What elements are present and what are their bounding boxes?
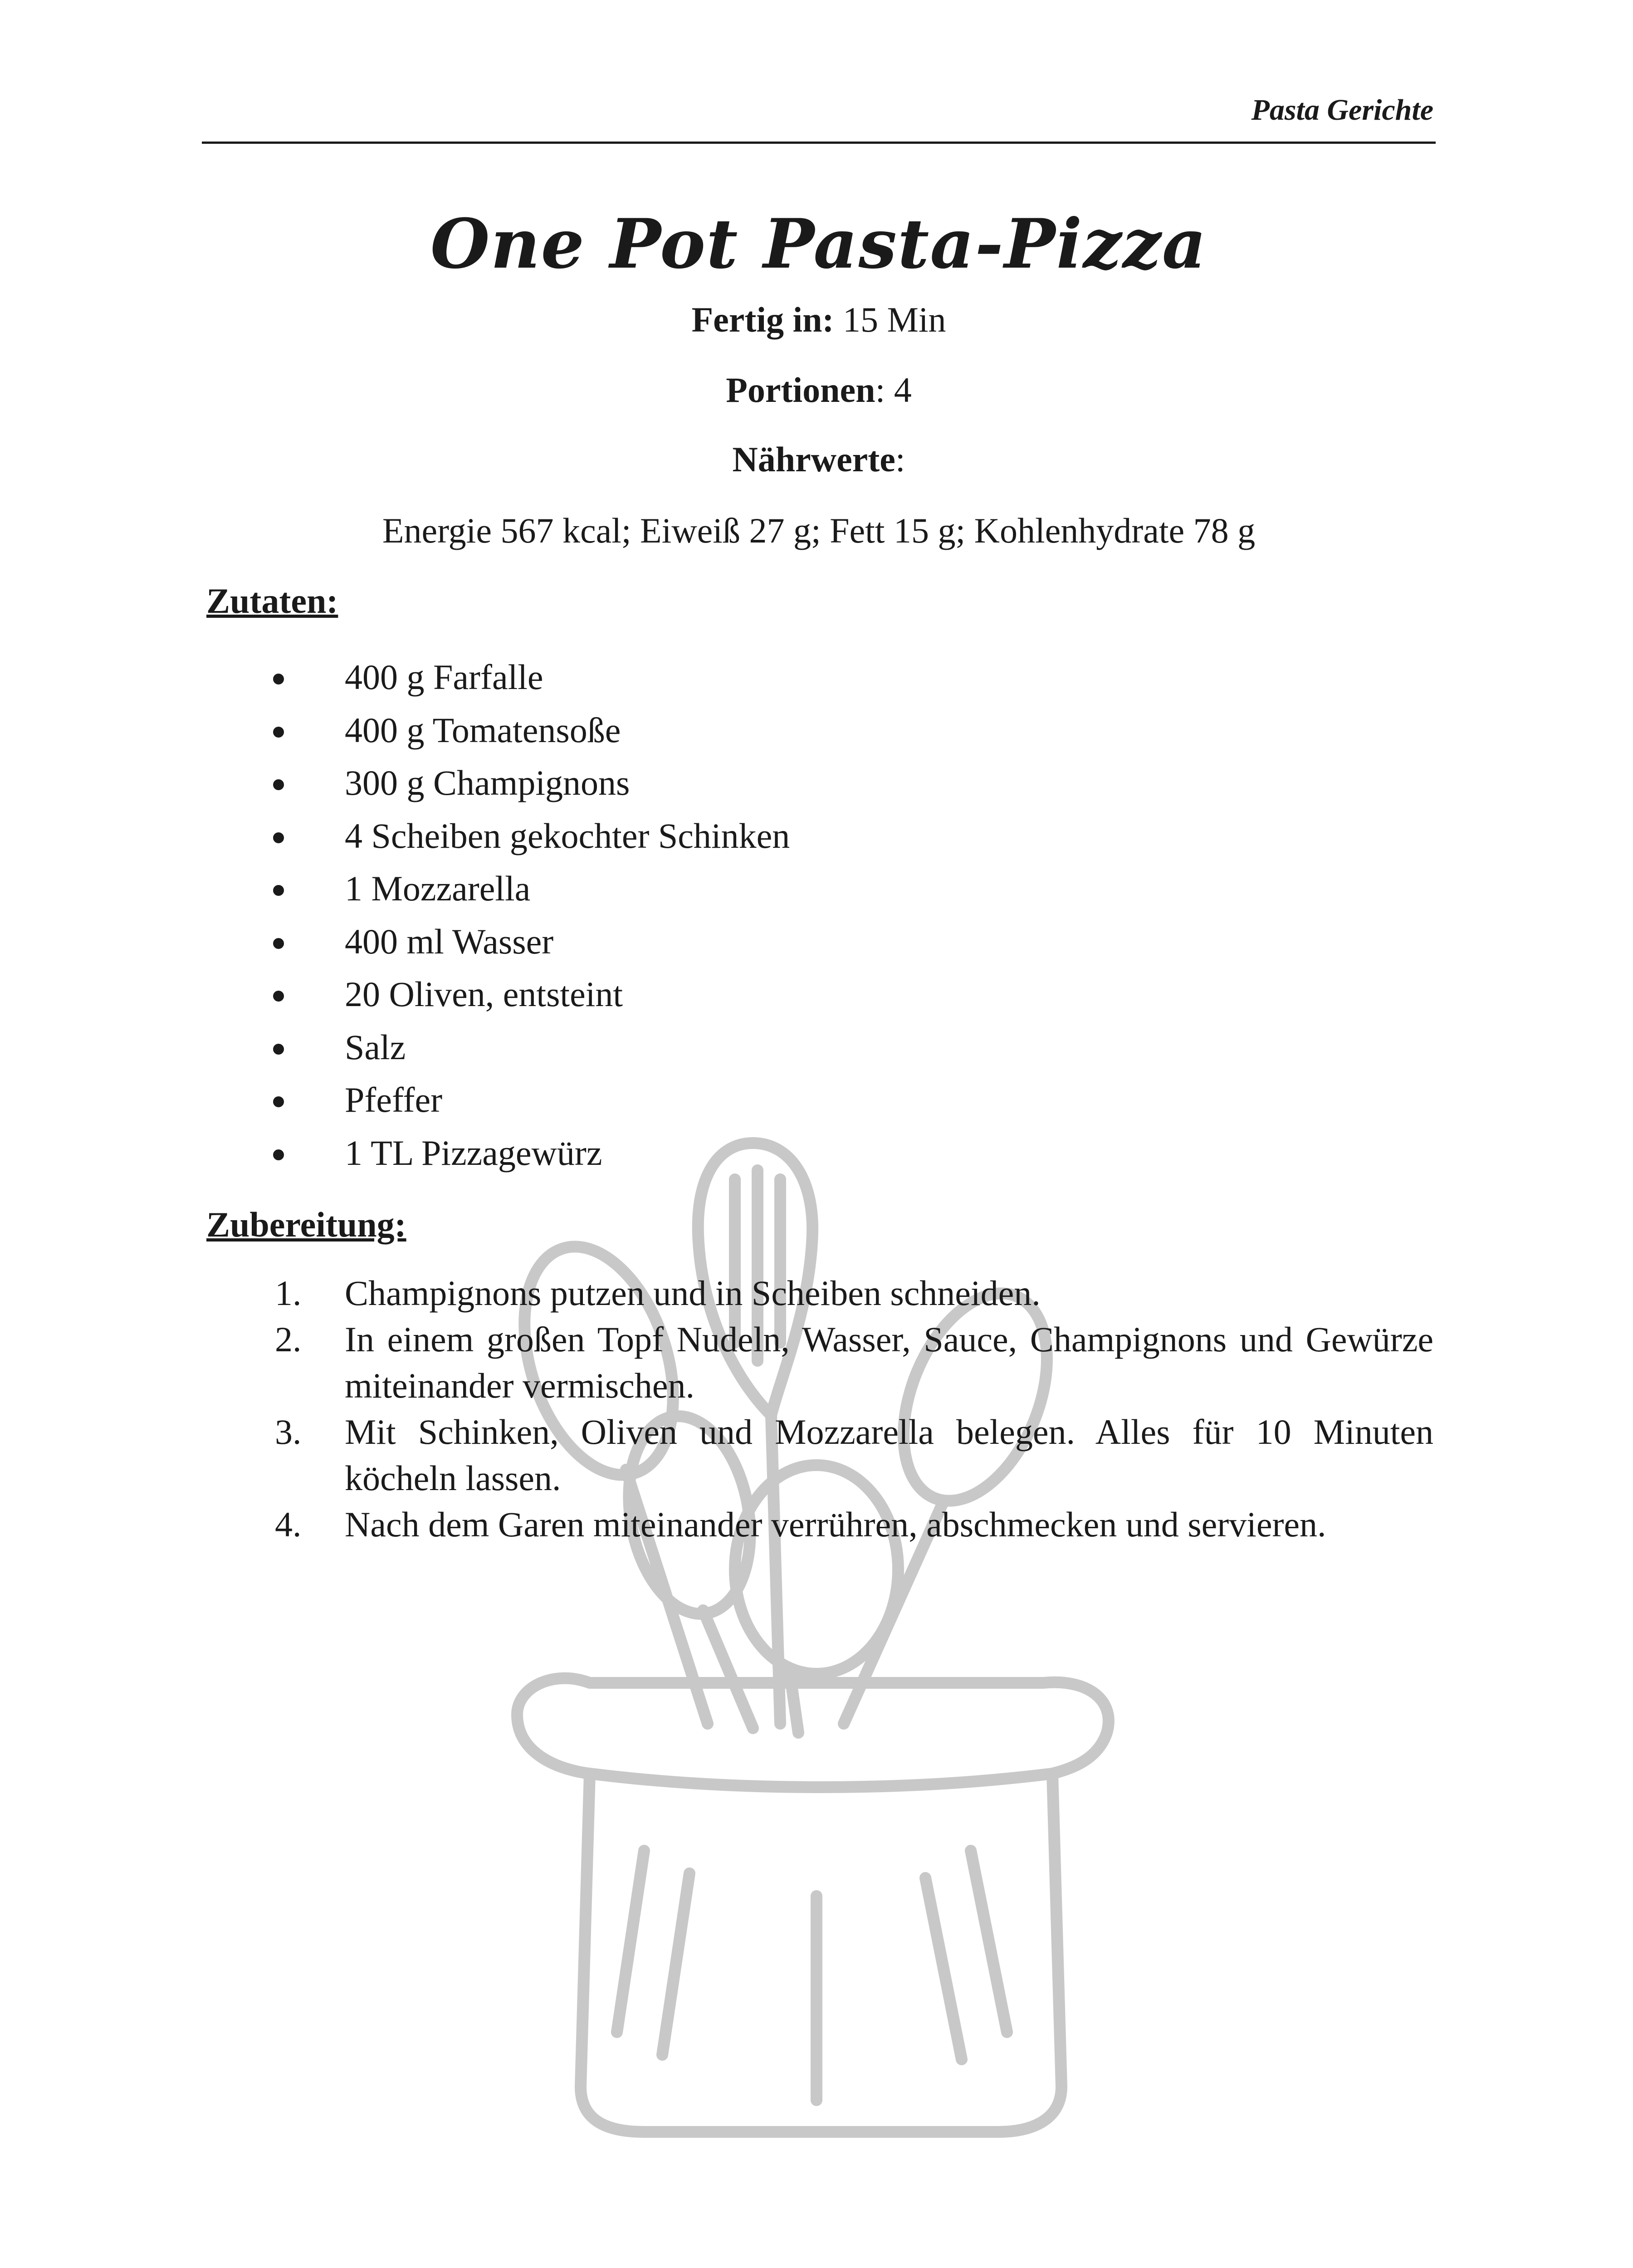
running-header: Pasta Gerichte bbox=[1251, 93, 1433, 127]
bullet-icon bbox=[273, 885, 284, 896]
preparation-steps bbox=[263, 1270, 1433, 1548]
step-item bbox=[263, 1316, 1433, 1409]
bullet-icon bbox=[273, 938, 284, 949]
step-item bbox=[263, 1501, 1433, 1548]
ingredient-text: Salz bbox=[345, 1027, 406, 1067]
ingredient-item bbox=[263, 704, 790, 757]
nutrition-colon: : bbox=[895, 440, 905, 479]
ingredient-item bbox=[263, 915, 790, 968]
step-text: Mit Schinken, Oliven und Mozzarella belegen. Alles für 10 Minuten köcheln lassen. bbox=[345, 1412, 1433, 1498]
step-number: 2. bbox=[275, 1320, 302, 1359]
step-item bbox=[263, 1270, 1433, 1316]
step-item bbox=[263, 1409, 1433, 1501]
ingredient-text: 4 Scheiben gekochter Schinken bbox=[345, 816, 790, 855]
ingredient-text: 20 Oliven, entsteint bbox=[345, 974, 623, 1014]
step-text: In einem großen Topf Nudeln, Wasser, Sauce, Champignons und Gewürze miteinander vermischen. bbox=[345, 1320, 1433, 1405]
portions-line bbox=[204, 370, 1433, 411]
ingredient-text: 400 g Tomatensoße bbox=[345, 710, 621, 750]
step-text: Champignons putzen und in Scheiben schneiden. bbox=[345, 1273, 1041, 1313]
portions-label: Portionen bbox=[726, 370, 875, 410]
bullet-icon bbox=[273, 991, 284, 1002]
ingredients-list bbox=[263, 651, 790, 1179]
nutrition-label: Nährwerte bbox=[732, 440, 895, 479]
ingredient-item bbox=[263, 1021, 790, 1074]
portions-value: : 4 bbox=[875, 370, 912, 410]
recipe-title: One Pot Pasta-Pizza bbox=[430, 204, 1208, 284]
ingredient-text: 300 g Champignons bbox=[345, 763, 630, 802]
step-number: 3. bbox=[275, 1412, 302, 1452]
preparation-heading: Zubereitung: bbox=[206, 1205, 406, 1244]
bullet-icon bbox=[273, 832, 284, 843]
ready-time-line bbox=[204, 299, 1433, 340]
ingredient-item bbox=[263, 968, 790, 1021]
ingredient-text: Pfeffer bbox=[345, 1080, 443, 1119]
ingredient-item bbox=[263, 651, 790, 704]
ingredient-text: 1 TL Pizzagewürz bbox=[345, 1133, 602, 1173]
ingredient-text: 400 g Farfalle bbox=[345, 657, 543, 697]
step-text: Nach dem Garen miteinander verrühren, abschmecken und servieren. bbox=[345, 1505, 1326, 1544]
step-number: 1. bbox=[275, 1273, 302, 1313]
nutrition-values: Energie 567 kcal; Eiweiß 27 g; Fett 15 g; Kohlenhydrate 78 g bbox=[382, 511, 1256, 550]
ingredient-text: 1 Mozzarella bbox=[345, 869, 531, 908]
bullet-icon bbox=[273, 674, 284, 684]
ready-time-value: 15 Min bbox=[834, 300, 946, 339]
bullet-icon bbox=[273, 1149, 284, 1160]
ready-time-label: Fertig in: bbox=[691, 300, 834, 339]
ingredient-item bbox=[263, 757, 790, 810]
bullet-icon bbox=[273, 1096, 284, 1107]
bullet-icon bbox=[273, 779, 284, 790]
nutrition-line bbox=[204, 439, 1433, 480]
ingredient-text: 400 ml Wasser bbox=[345, 921, 554, 961]
bullet-icon bbox=[273, 727, 284, 738]
ingredient-item bbox=[263, 1127, 790, 1180]
step-number: 4. bbox=[275, 1505, 302, 1544]
bullet-icon bbox=[273, 1044, 284, 1055]
ingredient-item bbox=[263, 862, 790, 915]
header-rule bbox=[202, 142, 1436, 144]
ingredient-item bbox=[263, 1074, 790, 1127]
ingredient-item bbox=[263, 810, 790, 863]
ingredients-heading: Zutaten: bbox=[206, 581, 338, 621]
